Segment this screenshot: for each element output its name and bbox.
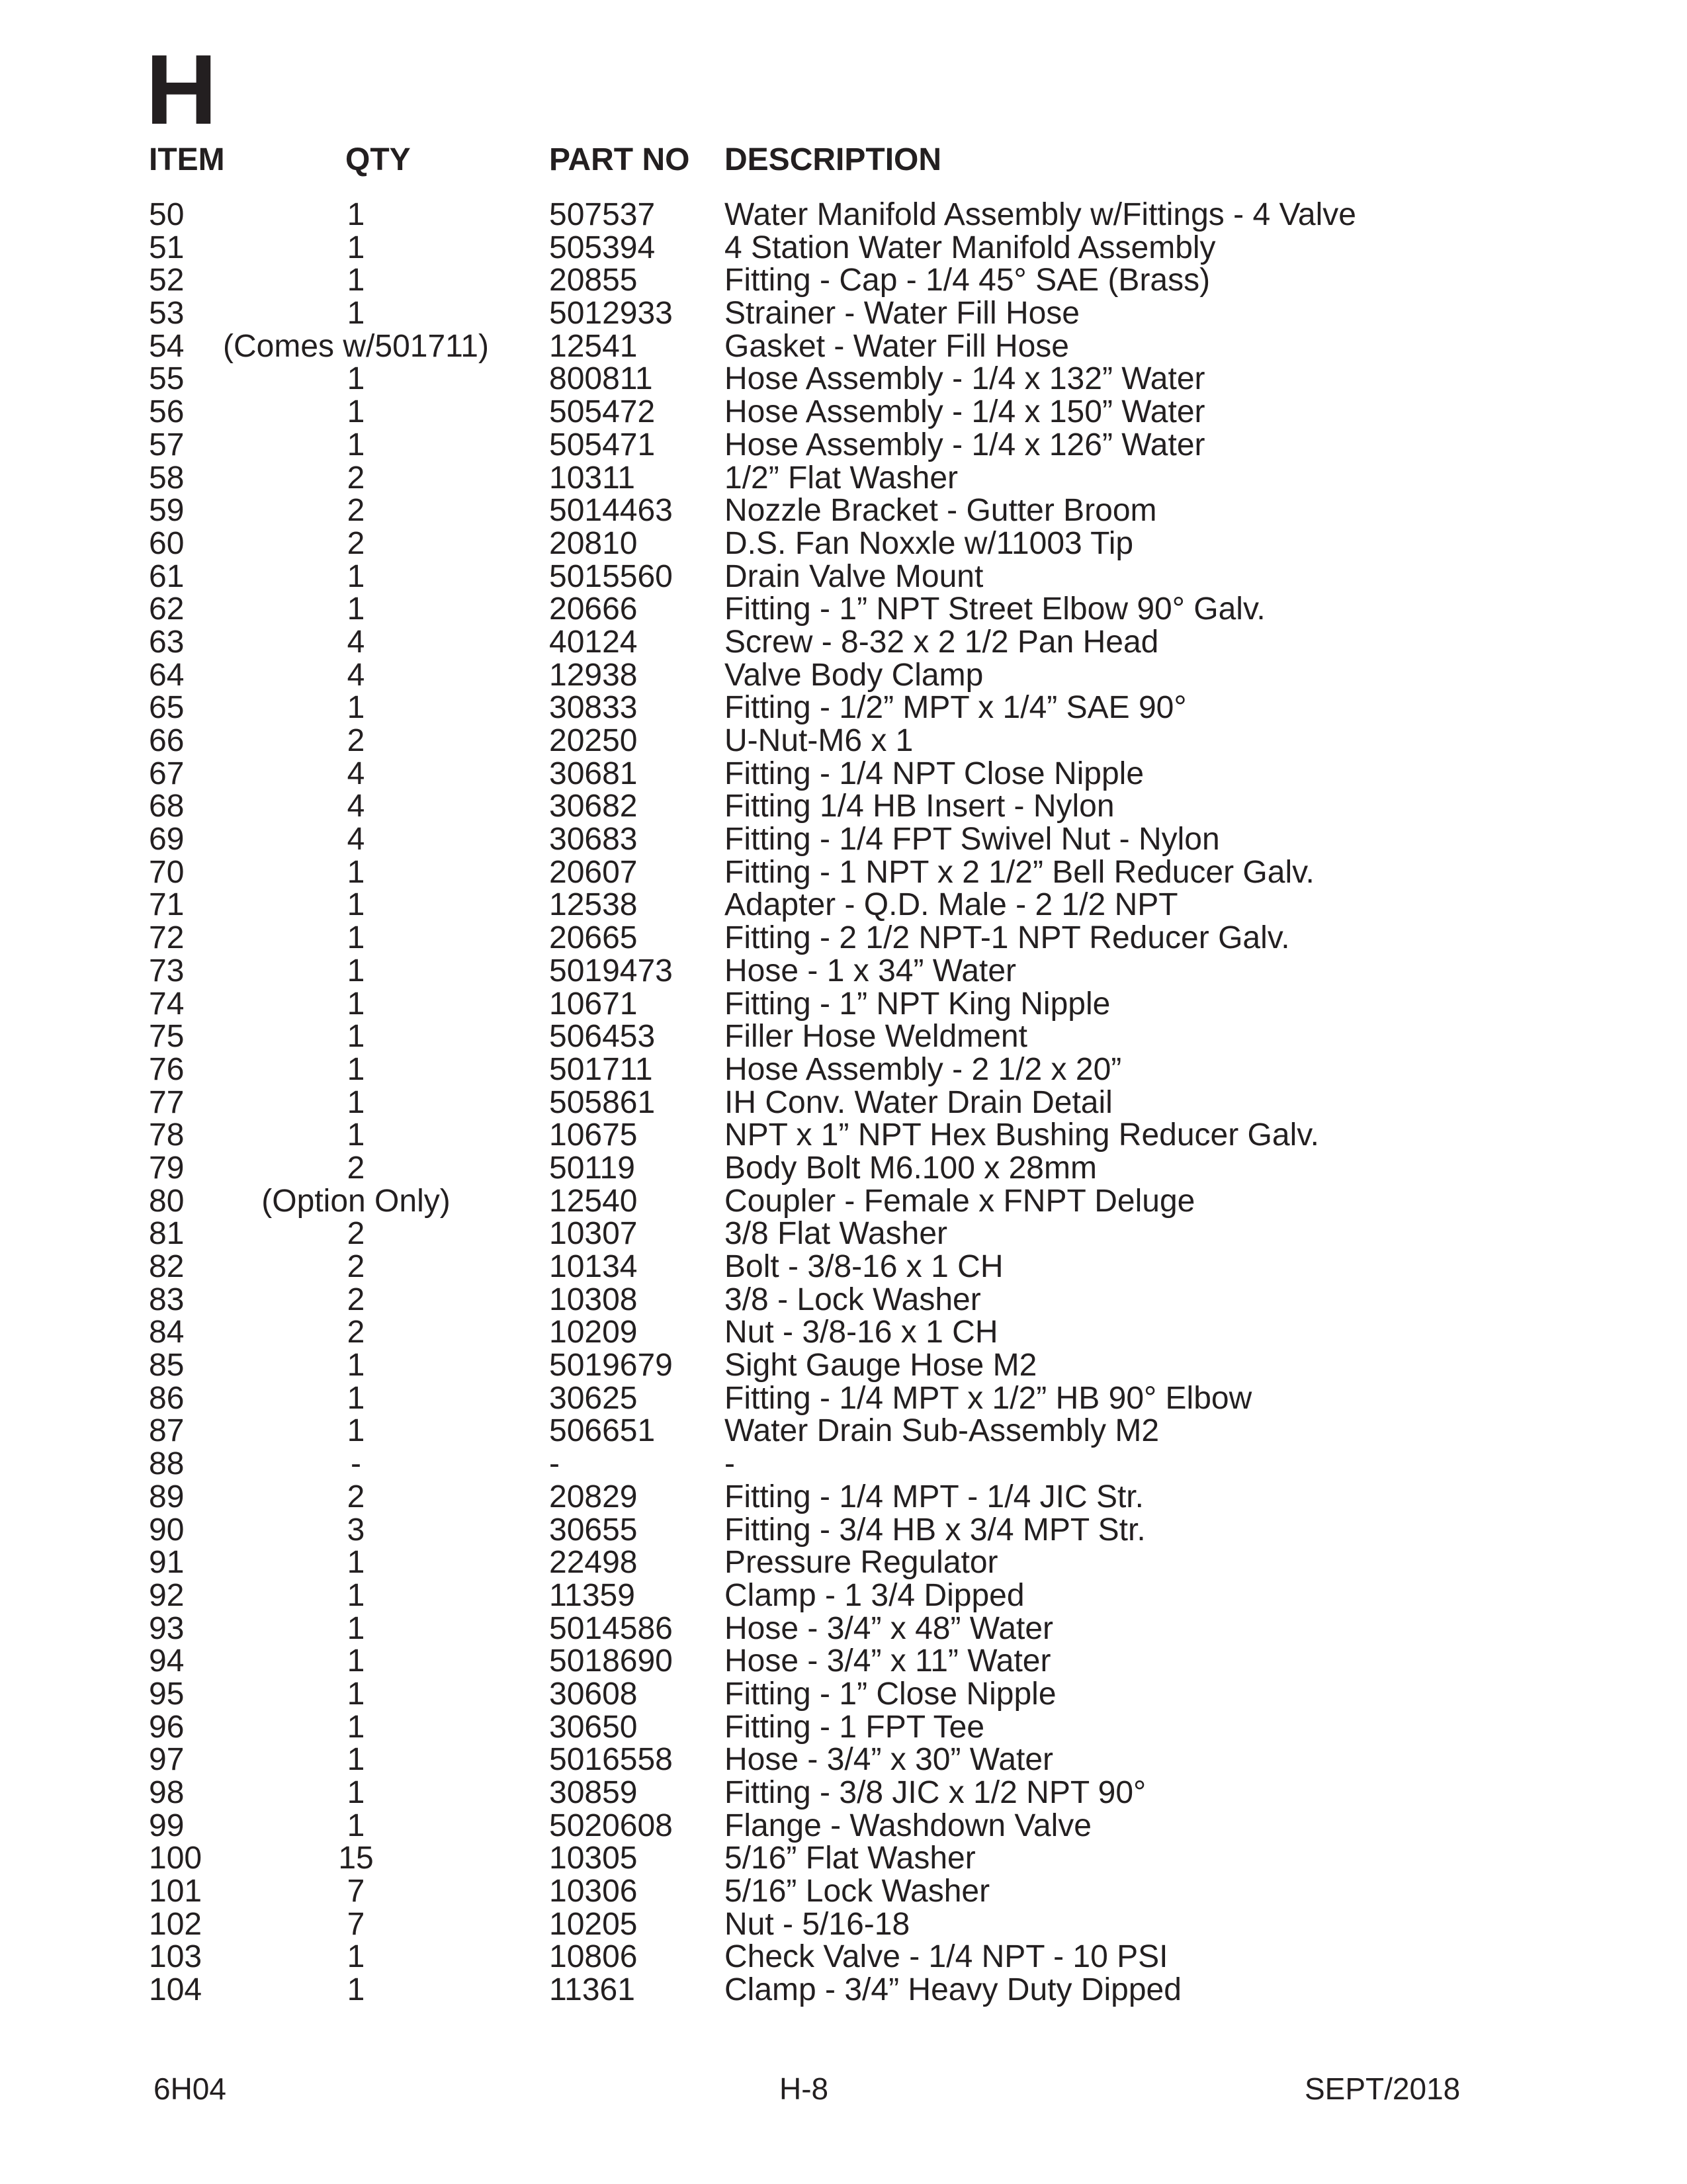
item-number: 51 — [149, 230, 185, 265]
table-row — [0, 1645, 1687, 1678]
table-row — [0, 988, 1687, 1021]
quantity: 1 — [347, 854, 365, 890]
part-description: Flange - Washdown Valve — [724, 1808, 1092, 1843]
quantity: 1 — [347, 1939, 365, 1975]
part-description: 3/8 - Lock Washer — [724, 1282, 981, 1317]
quantity: 2 — [347, 1479, 365, 1514]
quantity: 1 — [347, 986, 365, 1022]
part-description: Fitting - 2 1/2 NPT-1 NPT Reducer Galv. — [724, 920, 1290, 956]
item-number: 99 — [149, 1808, 185, 1843]
header-qty: QTY — [345, 142, 411, 177]
item-number: 103 — [149, 1939, 202, 1975]
item-number: 71 — [149, 887, 185, 923]
table-row — [0, 1448, 1687, 1481]
part-description: Fitting - 1 FPT Tee — [724, 1709, 985, 1745]
table-row — [0, 1382, 1687, 1415]
part-number: 40124 — [549, 624, 638, 660]
table-row — [0, 264, 1687, 297]
item-number: 95 — [149, 1676, 185, 1712]
part-description: NPT x 1” NPT Hex Bushing Reducer Galv. — [724, 1117, 1320, 1153]
item-number: 72 — [149, 920, 185, 956]
item-number: 100 — [149, 1841, 202, 1876]
table-row — [0, 1152, 1687, 1185]
quantity: 1 — [347, 361, 365, 397]
part-description: Hose - 3/4” x 30” Water — [724, 1742, 1054, 1778]
part-number: 11361 — [549, 1972, 635, 2008]
part-number: 10306 — [549, 1874, 638, 1909]
part-number: 5020608 — [549, 1808, 673, 1843]
quantity: 1 — [347, 1577, 365, 1613]
part-number: 22498 — [549, 1545, 638, 1581]
table-row — [0, 1842, 1687, 1875]
part-description: Check Valve - 1/4 NPT - 10 PSI — [724, 1939, 1168, 1975]
part-number: 800811 — [549, 361, 653, 397]
part-description: Bolt - 3/8-16 x 1 CH — [724, 1249, 1004, 1284]
table-row — [0, 1481, 1687, 1514]
part-number: 30625 — [549, 1380, 638, 1416]
item-number: 56 — [149, 394, 185, 430]
part-number: 20250 — [549, 723, 638, 758]
part-description: Fitting - 3/8 JIC x 1/2 NPT 90° — [724, 1775, 1146, 1810]
part-description: Fitting - 1/4 MPT - 1/4 JIC Str. — [724, 1479, 1144, 1514]
table-row — [0, 429, 1687, 462]
part-description: Body Bolt M6.100 x 28mm — [724, 1150, 1097, 1186]
table-row — [0, 724, 1687, 758]
item-number: 87 — [149, 1413, 185, 1449]
part-number: 5019473 — [549, 953, 673, 988]
part-number: 20855 — [549, 263, 638, 298]
part-description: Fitting 1/4 HB Insert - Nylon — [724, 789, 1115, 824]
table-row — [0, 297, 1687, 330]
quantity: 1 — [347, 1775, 365, 1810]
table-row — [0, 330, 1687, 363]
table-row — [0, 1743, 1687, 1776]
item-number: 104 — [149, 1972, 202, 2008]
part-number: 30683 — [549, 822, 638, 857]
quantity: (Comes w/501711) — [223, 328, 489, 364]
part-number: 20607 — [549, 854, 638, 890]
part-description: 4 Station Water Manifold Assembly — [724, 230, 1216, 265]
table-row — [0, 1875, 1687, 1908]
part-description: Filler Hose Weldment — [724, 1019, 1027, 1055]
quantity: 1 — [347, 1413, 365, 1449]
item-number: 54 — [149, 328, 185, 364]
table-row — [0, 1349, 1687, 1382]
item-number: 97 — [149, 1742, 185, 1778]
item-number: 58 — [149, 460, 185, 496]
quantity: 4 — [347, 756, 365, 791]
item-number: 50 — [149, 197, 185, 232]
part-description: Fitting - 1/4 NPT Close Nipple — [724, 756, 1145, 791]
quantity: 1 — [347, 1084, 365, 1120]
item-number: 60 — [149, 525, 185, 561]
table-row — [0, 1776, 1687, 1810]
table-row — [0, 1316, 1687, 1349]
table-row — [0, 856, 1687, 889]
item-number: 53 — [149, 296, 185, 331]
part-number: 11359 — [549, 1577, 635, 1613]
item-number: 57 — [149, 427, 185, 462]
quantity: 1 — [347, 953, 365, 988]
quantity: 1 — [347, 690, 365, 726]
quantity: 1 — [347, 1643, 365, 1679]
quantity: 2 — [347, 723, 365, 758]
part-number: 5018690 — [549, 1643, 673, 1679]
item-number: 101 — [149, 1874, 202, 1909]
item-number: 74 — [149, 986, 185, 1022]
table-row — [0, 1810, 1687, 1843]
part-description: Fitting - 1” Close Nipple — [724, 1676, 1057, 1712]
quantity: 1 — [347, 1545, 365, 1581]
quantity: 1 — [347, 1380, 365, 1416]
part-description: Fitting - 3/4 HB x 3/4 MPT Str. — [724, 1512, 1146, 1548]
table-row — [0, 1612, 1687, 1645]
table-row — [0, 1020, 1687, 1053]
item-number: 62 — [149, 591, 185, 627]
table-row — [0, 1185, 1687, 1218]
part-description: 5/16” Lock Washer — [724, 1874, 990, 1909]
quantity: 4 — [347, 789, 365, 824]
part-number: 501711 — [549, 1051, 653, 1087]
item-number: 82 — [149, 1249, 185, 1284]
quantity: 1 — [347, 887, 365, 923]
part-number: 20810 — [549, 525, 638, 561]
item-number: 94 — [149, 1643, 185, 1679]
quantity: 4 — [347, 624, 365, 660]
table-row — [0, 1415, 1687, 1448]
quantity: 1 — [347, 197, 365, 232]
part-number: 20666 — [549, 591, 638, 627]
section-letter: H — [146, 34, 218, 145]
quantity: 2 — [347, 1150, 365, 1186]
quantity: 1 — [347, 1610, 365, 1646]
part-number: 10308 — [549, 1282, 638, 1317]
part-description: D.S. Fan Noxxle w/11003 Tip — [724, 525, 1134, 561]
part-number: 30859 — [549, 1775, 638, 1810]
item-number: 91 — [149, 1545, 185, 1581]
quantity: 1 — [347, 394, 365, 430]
part-description: - — [724, 1446, 735, 1482]
item-number: 66 — [149, 723, 185, 758]
part-description: Nut - 5/16-18 — [724, 1906, 910, 1942]
item-number: 102 — [149, 1906, 202, 1942]
item-number: 89 — [149, 1479, 185, 1514]
item-number: 73 — [149, 953, 185, 988]
part-number: 20665 — [549, 920, 638, 956]
item-number: 84 — [149, 1315, 185, 1350]
quantity: 1 — [347, 558, 365, 594]
table-row — [0, 626, 1687, 659]
quantity: 1 — [347, 230, 365, 265]
part-description: Hose Assembly - 1/4 x 150” Water — [724, 394, 1205, 430]
part-number: 12541 — [549, 328, 638, 364]
table-row — [0, 922, 1687, 955]
part-number: 12538 — [549, 887, 638, 923]
part-description: Hose - 3/4” x 48” Water — [724, 1610, 1054, 1646]
quantity: 1 — [347, 1709, 365, 1745]
part-number: 505861 — [549, 1084, 656, 1120]
part-description: Valve Body Clamp — [724, 657, 984, 693]
part-description: Pressure Regulator — [724, 1545, 998, 1581]
part-number: 20829 — [549, 1479, 638, 1514]
item-number: 59 — [149, 493, 185, 529]
footer-doc-code: 6H04 — [153, 2072, 226, 2106]
item-number: 86 — [149, 1380, 185, 1416]
item-number: 68 — [149, 789, 185, 824]
table-row — [0, 1579, 1687, 1612]
item-number: 90 — [149, 1512, 185, 1548]
item-number: 78 — [149, 1117, 185, 1153]
table-row — [0, 758, 1687, 791]
part-description: Clamp - 3/4” Heavy Duty Dipped — [724, 1972, 1182, 2008]
item-number: 61 — [149, 558, 185, 594]
part-description: Drain Valve Mount — [724, 558, 984, 594]
part-description: Strainer - Water Fill Hose — [724, 296, 1080, 331]
quantity: 1 — [347, 1117, 365, 1153]
part-number: 506651 — [549, 1413, 656, 1449]
part-number: 5016558 — [549, 1742, 673, 1778]
item-number: 55 — [149, 361, 185, 397]
part-description: Water Drain Sub-Assembly M2 — [724, 1413, 1160, 1449]
item-number: 83 — [149, 1282, 185, 1317]
quantity: 15 — [338, 1841, 374, 1876]
quantity: 2 — [347, 460, 365, 496]
footer-date: SEPT/2018 — [1305, 2072, 1461, 2106]
table-row — [0, 1711, 1687, 1744]
part-number: 12938 — [549, 657, 638, 693]
quantity: 1 — [347, 263, 365, 298]
quantity: 3 — [347, 1512, 365, 1548]
table-row — [0, 232, 1687, 265]
part-number: 5019679 — [549, 1348, 673, 1383]
table-row — [0, 823, 1687, 856]
quantity: 4 — [347, 822, 365, 857]
item-number: 77 — [149, 1084, 185, 1120]
quantity: - — [351, 1446, 361, 1482]
part-description: Water Manifold Assembly w/Fittings - 4 Valve — [724, 197, 1356, 232]
part-description: Fitting - Cap - 1/4 45° SAE (Brass) — [724, 263, 1211, 298]
item-number: 52 — [149, 263, 185, 298]
quantity: 1 — [347, 1019, 365, 1055]
table-row — [0, 1908, 1687, 1941]
part-number: 507537 — [549, 197, 656, 232]
part-description: Adapter - Q.D. Male - 2 1/2 NPT — [724, 887, 1178, 923]
part-description: Fitting - 1/2” MPT x 1/4” SAE 90° — [724, 690, 1187, 726]
table-row — [0, 593, 1687, 626]
part-number: 10806 — [549, 1939, 638, 1975]
part-number: 10305 — [549, 1841, 638, 1876]
part-description: Hose Assembly - 1/4 x 132” Water — [724, 361, 1205, 397]
table-row — [0, 1284, 1687, 1317]
quantity: (Option Only) — [261, 1183, 451, 1219]
part-number: 10209 — [549, 1315, 638, 1350]
part-number: 5014463 — [549, 493, 673, 529]
table-row — [0, 1250, 1687, 1284]
quantity: 2 — [347, 1315, 365, 1350]
table-row — [0, 659, 1687, 692]
quantity: 4 — [347, 657, 365, 693]
table-row — [0, 363, 1687, 396]
table-row — [0, 494, 1687, 527]
table-row — [0, 396, 1687, 429]
part-number: 30682 — [549, 789, 638, 824]
part-number: 10311 — [549, 460, 635, 496]
item-number: 88 — [149, 1446, 185, 1482]
item-number: 93 — [149, 1610, 185, 1646]
item-number: 79 — [149, 1150, 185, 1186]
item-number: 67 — [149, 756, 185, 791]
part-description: U-Nut-M6 x 1 — [724, 723, 914, 758]
part-description: Screw - 8-32 x 2 1/2 Pan Head — [724, 624, 1159, 660]
part-number: 10205 — [549, 1906, 638, 1942]
part-number: 5015560 — [549, 558, 673, 594]
table-row — [0, 889, 1687, 922]
part-number: 30655 — [549, 1512, 638, 1548]
table-row — [0, 1974, 1687, 2007]
item-number: 75 — [149, 1019, 185, 1055]
part-description: Hose - 1 x 34” Water — [724, 953, 1017, 988]
table-row — [0, 955, 1687, 988]
quantity: 1 — [347, 1972, 365, 2008]
quantity: 1 — [347, 1676, 365, 1712]
quantity: 7 — [347, 1874, 365, 1909]
part-description: Clamp - 1 3/4 Dipped — [724, 1577, 1025, 1613]
item-number: 81 — [149, 1216, 185, 1252]
item-number: 65 — [149, 690, 185, 726]
quantity: 1 — [347, 1742, 365, 1778]
part-description: 1/2” Flat Washer — [724, 460, 958, 496]
item-number: 76 — [149, 1051, 185, 1087]
part-number: 10307 — [549, 1216, 638, 1252]
part-number: 505472 — [549, 394, 656, 430]
table-row — [0, 560, 1687, 593]
part-description: Nut - 3/8-16 x 1 CH — [724, 1315, 998, 1350]
quantity: 7 — [347, 1906, 365, 1942]
part-description: Hose - 3/4” x 11” Water — [724, 1643, 1051, 1679]
quantity: 1 — [347, 1051, 365, 1087]
part-number: 10675 — [549, 1117, 638, 1153]
header-item: ITEM — [149, 142, 225, 177]
quantity: 1 — [347, 296, 365, 331]
table-row — [0, 198, 1687, 232]
part-number: 5014586 — [549, 1610, 673, 1646]
table-row — [0, 1053, 1687, 1086]
quantity: 2 — [347, 525, 365, 561]
part-number: 505471 — [549, 427, 656, 462]
part-description: Fitting - 1/4 MPT x 1/2” HB 90° Elbow — [724, 1380, 1252, 1416]
part-description: 3/8 Flat Washer — [724, 1216, 948, 1252]
part-description: Hose Assembly - 2 1/2 x 20” — [724, 1051, 1122, 1087]
part-description: Coupler - Female x FNPT Deluge — [724, 1183, 1195, 1219]
table-row — [0, 1941, 1687, 1974]
table-row — [0, 1119, 1687, 1152]
part-number: 505394 — [549, 230, 656, 265]
header-part-no: PART NO — [549, 142, 690, 177]
quantity: 1 — [347, 427, 365, 462]
table-row — [0, 1086, 1687, 1119]
part-number: 30650 — [549, 1709, 638, 1745]
part-description: Fitting - 1 NPT x 2 1/2” Bell Reducer Galv. — [724, 854, 1315, 890]
quantity: 1 — [347, 1808, 365, 1843]
table-row — [0, 1678, 1687, 1711]
part-description: Fitting - 1” NPT Street Elbow 90° Galv. — [724, 591, 1266, 627]
item-number: 98 — [149, 1775, 185, 1810]
item-number: 64 — [149, 657, 185, 693]
quantity: 2 — [347, 1282, 365, 1317]
part-description: IH Conv. Water Drain Detail — [724, 1084, 1113, 1120]
item-number: 92 — [149, 1577, 185, 1613]
quantity: 2 — [347, 1216, 365, 1252]
quantity: 1 — [347, 920, 365, 956]
part-number: 5012933 — [549, 296, 673, 331]
part-description: Sight Gauge Hose M2 — [724, 1348, 1037, 1383]
item-number: 85 — [149, 1348, 185, 1383]
part-description: Hose Assembly - 1/4 x 126” Water — [724, 427, 1205, 462]
item-number: 80 — [149, 1183, 185, 1219]
part-number: 10134 — [549, 1249, 638, 1284]
header-description: DESCRIPTION — [724, 142, 942, 177]
item-number: 96 — [149, 1709, 185, 1745]
table-row — [0, 790, 1687, 823]
table-row — [0, 527, 1687, 560]
table-row — [0, 691, 1687, 724]
part-number: 10671 — [549, 986, 638, 1022]
part-description: Nozzle Bracket - Gutter Broom — [724, 493, 1157, 529]
item-number: 70 — [149, 854, 185, 890]
quantity: 2 — [347, 493, 365, 529]
quantity: 2 — [347, 1249, 365, 1284]
footer-page-number: H-8 — [779, 2072, 829, 2106]
table-row — [0, 1217, 1687, 1250]
table-row — [0, 462, 1687, 495]
part-number: 30833 — [549, 690, 638, 726]
part-description: Gasket - Water Fill Hose — [724, 328, 1069, 364]
part-number: - — [549, 1446, 560, 1482]
part-number: 12540 — [549, 1183, 638, 1219]
part-number: 50119 — [549, 1150, 635, 1186]
quantity: 1 — [347, 1348, 365, 1383]
part-description: Fitting - 1” NPT King Nipple — [724, 986, 1111, 1022]
item-number: 69 — [149, 822, 185, 857]
quantity: 1 — [347, 591, 365, 627]
part-number: 30608 — [549, 1676, 638, 1712]
table-row — [0, 1514, 1687, 1547]
table-row — [0, 1546, 1687, 1579]
item-number: 63 — [149, 624, 185, 660]
part-number: 30681 — [549, 756, 638, 791]
part-number: 506453 — [549, 1019, 656, 1055]
part-description: 5/16” Flat Washer — [724, 1841, 976, 1876]
parts-table — [0, 198, 1687, 2007]
part-description: Fitting - 1/4 FPT Swivel Nut - Nylon — [724, 822, 1220, 857]
